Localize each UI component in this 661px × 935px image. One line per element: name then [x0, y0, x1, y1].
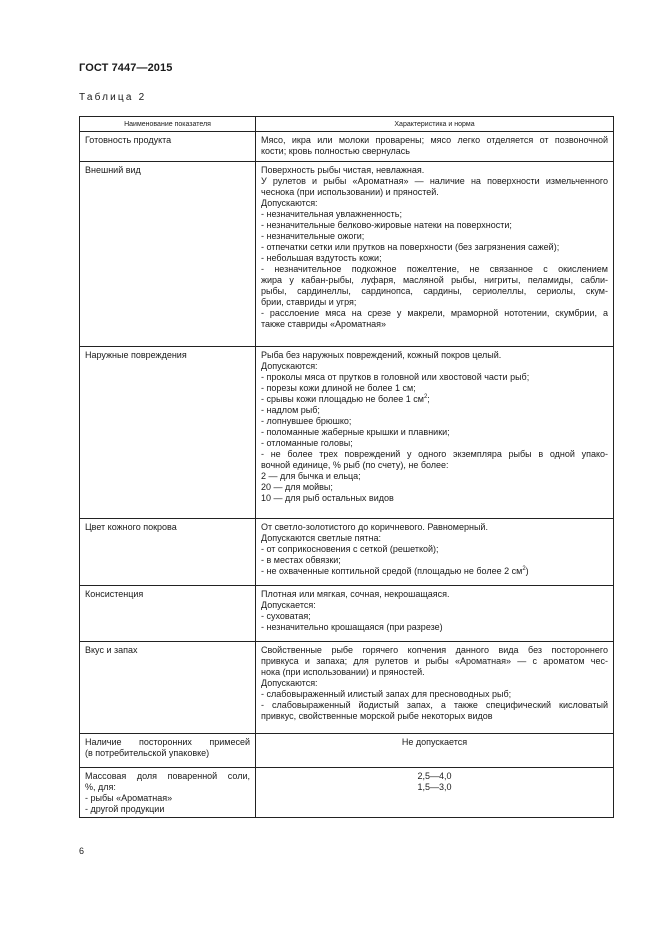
indicator-cell — [80, 768, 256, 818]
cell-line: жира у кабан-рыбы, луфаря, масляной рыбы, нигриты, пеламиды, сабли- — [261, 275, 608, 285]
cell-line: У рулетов и рыбы «Ароматная» — наличие на поверхности измельченного — [261, 176, 608, 186]
indicator-cell — [80, 642, 256, 734]
cell-line: Допускаются: — [261, 678, 318, 688]
column-header-norm: Характеристика и норма — [256, 117, 614, 132]
cell-line: - срывы кожи площадью не более 1 $см^2$; — [261, 394, 430, 404]
standard-title: ГОСТ 7447—2015 — [79, 62, 173, 74]
cell-line: %, для: — [85, 782, 116, 792]
cell-line: брии, ставриды и угря; — [261, 297, 357, 307]
cell-line: привкуса и запаха; для рулетов и рыбы «Ароматная» — с ароматом чес- — [261, 656, 608, 666]
norm-cell — [256, 519, 614, 586]
cell-line: 10 — для рыб остальных видов — [261, 493, 394, 503]
cell-line: - рыбы «Ароматная» — [85, 793, 173, 803]
cell-line: - другой продукции — [85, 804, 165, 814]
cell-line: - отломанные головы; — [261, 438, 353, 448]
cell-line: - слабовыраженный йодистый запах, а также специфический кисловатый — [261, 700, 608, 710]
table-row — [80, 519, 614, 586]
cell-line: также ставриды «Ароматная» — [261, 319, 387, 329]
table-row — [80, 162, 614, 347]
cell-line: От светло-золотистого до коричневого. Равномерный. — [261, 522, 488, 532]
norm-cell — [256, 768, 614, 818]
cell-line: нока (при использовании) и пряностей. — [261, 667, 425, 677]
indicator-cell — [80, 162, 256, 347]
page-number: 6 — [79, 846, 85, 856]
cell-line: - слабовыраженный илистый запах для пресноводных рыб; — [261, 689, 512, 699]
cell-line: - незначительная увлажненность; — [261, 209, 402, 219]
table-header-row — [80, 117, 614, 132]
cell-line: вочной единице, % рыб (по счету), не более: — [261, 460, 449, 470]
cell-line: Наружные повреждения — [85, 350, 187, 360]
table-row — [80, 642, 614, 734]
cell-line: Консистенция — [85, 589, 144, 599]
norm-cell — [256, 586, 614, 642]
cell-line: привкус, свойственные морской рыбе некоторых видов — [261, 711, 493, 721]
table-caption: Таблица 2 — [79, 92, 147, 103]
cell-line: рыбы, сардинеллы, сардинопса, сардины, сериолеллы, сериолы, скум- — [261, 286, 608, 296]
cell-line: Поверхность рыбы чистая, невлажная. — [261, 165, 425, 175]
table-row — [80, 347, 614, 519]
cell-line: 20 — для мойвы; — [261, 482, 333, 492]
cell-line: - незначительное подкожное пожелтение, не связанное с окислением — [261, 264, 608, 274]
cell-line: - порезы кожи длиной не более 1 см; — [261, 383, 416, 393]
cell-line: Не допускается — [401, 737, 468, 747]
cell-line: (в потребительской упаковке) — [85, 748, 210, 758]
indicator-cell — [80, 734, 256, 768]
cell-line: Плотная или мягкая, сочная, некрошащаяся. — [261, 589, 450, 599]
cell-line: 2 — для бычка и ельца; — [261, 471, 361, 481]
cell-line: - не более трех повреждений у одного экземпляра рыбы в одной упако- — [261, 449, 608, 459]
cell-line: - незначительные ожоги; — [261, 231, 365, 241]
column-header-indicator: Наименование показателя — [80, 117, 256, 132]
norm-cell — [256, 734, 614, 768]
cell-line: - незначительные белково-жировые натеки на поверхности; — [261, 220, 512, 230]
cell-line: Допускается: — [261, 600, 316, 610]
cell-line: Свойственные рыбе горячего копчения данного вида без постороннего — [261, 645, 608, 655]
cell-line: - от соприкосновения с сеткой (решеткой); — [261, 544, 439, 554]
table-row — [80, 734, 614, 768]
cell-line: Цвет кожного покрова — [85, 522, 177, 532]
cell-line: Внешний вид — [85, 165, 141, 175]
cell-line: - поломанные жаберные крышки и плавники; — [261, 427, 450, 437]
indicator-cell — [80, 586, 256, 642]
cell-line: - проколы мяса от прутков в головной или хвостовой части рыб; — [261, 372, 530, 382]
cell-line: Рыба без наружных повреждений, кожный покров целый. — [261, 350, 502, 360]
cell-line: - суховатая; — [261, 611, 311, 621]
cell-line: Допускаются светлые пятна: — [261, 533, 381, 543]
indicator-cell — [80, 347, 256, 519]
cell-line: чеснока (при использовании) и пряностей. — [261, 187, 439, 197]
table-row — [80, 768, 614, 818]
cell-line: - отпечатки сетки или прутков на поверхности (без загрязнения сажей); — [261, 242, 560, 252]
table-row — [80, 132, 614, 162]
cell-line: Наличие посторонних примесей — [85, 737, 250, 747]
cell-line: Массовая доля поваренной соли, — [85, 771, 250, 781]
cell-line: Вкус и запах — [85, 645, 138, 655]
cell-line: Допускаются: — [261, 198, 318, 208]
indicator-cell — [80, 132, 256, 162]
table-row — [80, 586, 614, 642]
cell-line: - надлом рыб; — [261, 405, 320, 415]
cell-line: - лопнувшее брюшко; — [261, 416, 352, 426]
norm-cell — [256, 347, 614, 519]
cell-line: - не охваченные коптильной средой (площадью не более 2 $см^2$) — [261, 566, 529, 576]
cell-line: Готовность продукта — [85, 135, 172, 145]
cell-line: - в местах обвязки; — [261, 555, 341, 565]
specification-table — [79, 116, 614, 818]
cell-line: - небольшая вздутость кожи; — [261, 253, 382, 263]
cell-line: - расслоение мяса на срезе у макрели, мраморной нототении, скумбрии, а — [261, 308, 608, 318]
norm-cell — [256, 642, 614, 734]
indicator-cell — [80, 519, 256, 586]
norm-cell — [256, 132, 614, 162]
norm-cell — [256, 162, 614, 347]
cell-line: кости; кровь полностью свернулась — [261, 146, 410, 156]
cell-line: - незначительно крошащаяся (при разрезе) — [261, 622, 443, 632]
cell-line: 1,5—3,0 — [417, 782, 452, 792]
cell-line: Допускаются: — [261, 361, 318, 371]
cell-line: Мясо, икра или молоки проварены; мясо легко отделяется от позвоночной — [261, 135, 608, 145]
table-body — [80, 132, 614, 818]
cell-line: 2,5—4,0 — [417, 771, 452, 781]
